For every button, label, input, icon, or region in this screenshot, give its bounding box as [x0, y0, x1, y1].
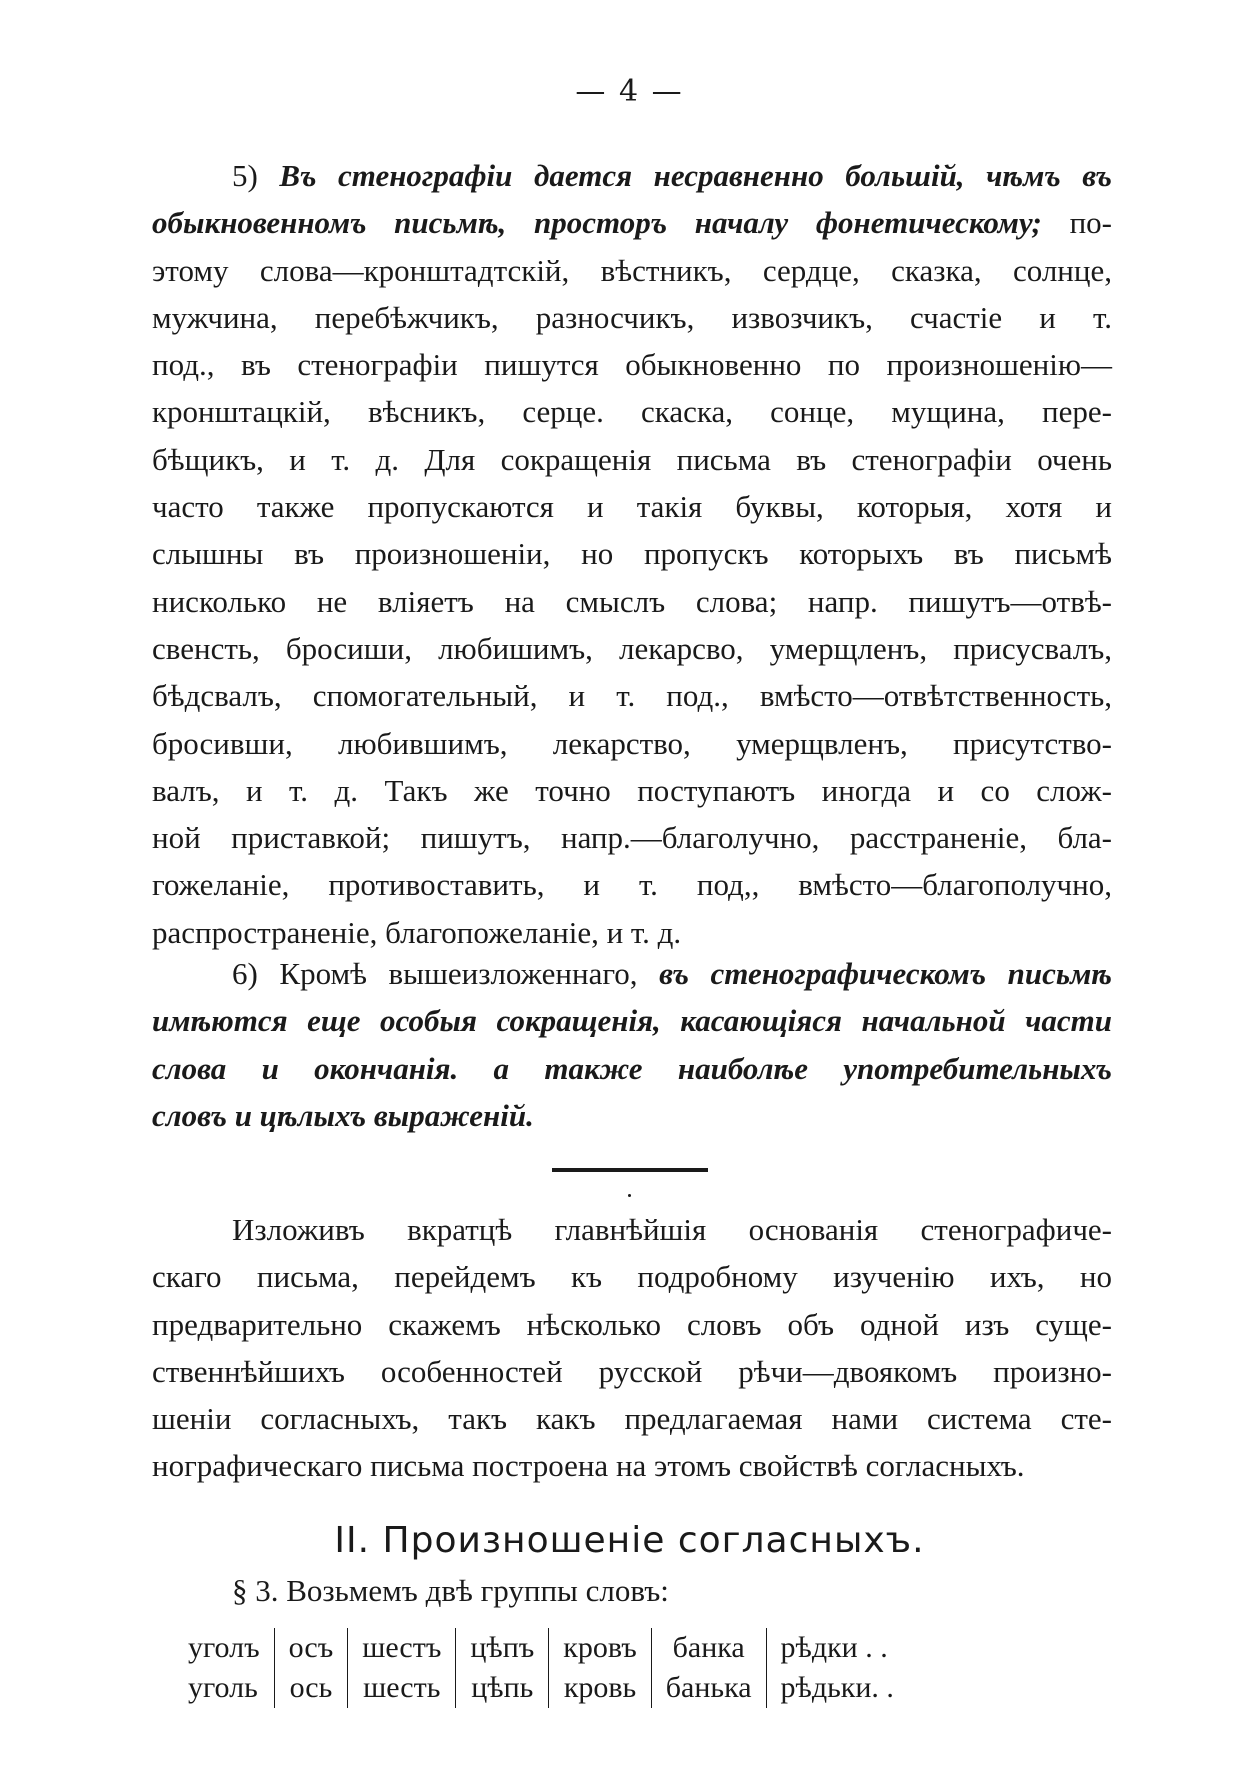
page-number: — 4 — — [575, 74, 684, 109]
text-line — [152, 530, 1112, 577]
text-line — [152, 483, 1112, 530]
text-line: Изложивъ вкратцѣ главнѣйшія основанія стенографиче- — [232, 1212, 1112, 1247]
plain-text: слышны въ произношеніи, но пропускъ которыхъ въ письмѣ — [152, 536, 1112, 572]
text-line: ственнѣйшихъ особенностей русской рѣчи—двоякомъ произно- — [152, 1353, 1112, 1389]
table-cell: осъ — [274, 1628, 348, 1668]
text-line — [152, 950, 1112, 997]
intro-paragraph — [152, 1206, 1112, 1490]
plain-text: ной приставкой; пишутъ, напр.—благолучно, расстраненіе, бла- — [152, 820, 1112, 856]
emphasis-text: слова и окончанія. а также наиболѣе употребительныхъ — [152, 1050, 1112, 1086]
table-cell: кровъ — [549, 1628, 652, 1668]
plain-text: этому слова—кронштадтскій, вѣстникъ, сердце, сказка, солнце, — [152, 252, 1112, 288]
table-cell: кровь — [549, 1668, 652, 1708]
plain-text: бѣдсвалъ, спомогательный, и т. под., вмѣсто—отвѣтственность, — [152, 678, 1112, 714]
section-title: II. Произношеніе согласныхъ. — [334, 1520, 925, 1561]
table-cell: уголъ — [188, 1631, 260, 1664]
text-line — [152, 1092, 1112, 1139]
plain-text: гожеланіе, противоставить, и т. под,, вмѣсто—благополучно, — [152, 867, 1112, 903]
divider-dot — [628, 1194, 631, 1197]
plain-text: распространеніе, благопожеланіе, и т. д. — [152, 914, 682, 950]
plain-text: 5) — [232, 158, 280, 193]
plain-text: по- — [1041, 205, 1112, 241]
plain-text: бросивши, любившимъ, лекарство, умерщвленъ, присутство- — [152, 725, 1112, 761]
word-pairs-table — [178, 1628, 908, 1708]
table-cell: уголь — [188, 1671, 258, 1704]
text-line — [152, 436, 1112, 483]
table-cell: цѣпъ — [456, 1628, 549, 1668]
paragraph-5 — [152, 152, 1112, 956]
text-line — [152, 909, 1112, 956]
text-line — [152, 767, 1112, 814]
text-line — [152, 720, 1112, 767]
table-cell: ось — [274, 1668, 348, 1708]
table-cell: шесть — [348, 1668, 456, 1708]
emphasis-text: обыкновенномъ письмѣ, просторъ началу фонетическому; — [152, 205, 1042, 241]
text-line — [152, 247, 1112, 294]
plain-text: бѣщикъ, и т. д. Для сокращенія письма въ стенографіи очень — [152, 441, 1112, 477]
plain-text: 6) Кромѣ вышеизложеннаго, — [232, 956, 660, 991]
text-line — [152, 199, 1112, 246]
text-line — [152, 294, 1112, 341]
table-row — [178, 1668, 908, 1708]
text-line — [152, 341, 1112, 388]
table-cell: цѣпь — [456, 1668, 549, 1708]
paragraph-6 — [152, 950, 1112, 1139]
plain-text: часто также пропускаются и такія буквы, которыя, хотя и — [152, 489, 1112, 525]
emphasis-text: въ стенографическомъ письмѣ — [659, 956, 1112, 991]
text-line — [152, 578, 1112, 625]
plain-text: кронштацкій, вѣсникъ, серце. скаска, сонце, мущина, пере- — [152, 394, 1112, 430]
emphasis-text: имѣются еще особыя сокращенія, касающіяся начальной части — [152, 1003, 1112, 1039]
table-cell: рѣдьки. . — [766, 1668, 908, 1708]
plain-text: под., въ стенографіи пишутся обыкновенно по произношенію— — [152, 347, 1112, 383]
text-line: скаго письма, перейдемъ къ подробному изученію ихъ, но — [152, 1259, 1112, 1295]
table-cell: банька — [651, 1668, 766, 1708]
paragraph-3-heading: § 3. Возьмемъ двѣ группы словъ: — [232, 1573, 669, 1608]
plain-text: валъ, и т. д. Такъ же точно поступаютъ иногда и со слож- — [152, 772, 1112, 808]
plain-text: свенсть, бросиши, любишимъ, лекарсво, умерщленъ, присусвалъ, — [152, 630, 1112, 666]
text-line — [152, 152, 1112, 199]
text-line: предварительно скажемъ нѣсколько словъ объ одной изъ суще- — [152, 1306, 1112, 1342]
table-cell: шестъ — [348, 1628, 456, 1668]
table-cell: рѣдки . . — [766, 1628, 908, 1668]
table-row — [178, 1628, 908, 1668]
emphasis-text: Въ стенографіи дается несравненно большій, чѣмъ въ — [279, 158, 1112, 193]
plain-text: нисколько не вліяетъ на смыслъ слова; напр. пишутъ—отвѣ- — [152, 583, 1112, 619]
text-line — [152, 997, 1112, 1044]
table-cell: банка — [651, 1628, 766, 1668]
text-line: нографическаго письма построена на этомъ свойствѣ согласныхъ. — [152, 1448, 1025, 1484]
text-line — [152, 814, 1112, 861]
text-line — [152, 861, 1112, 908]
text-line: шеніи согласныхъ, такъ какъ предлагаемая нами система сте- — [152, 1401, 1112, 1437]
emphasis-text: словъ и цѣлыхъ выраженій. — [152, 1097, 534, 1133]
text-line — [152, 672, 1112, 719]
plain-text: мужчина, перебѣжчикъ, разносчикъ, извозчикъ, счастіе и т. — [152, 299, 1112, 335]
text-line — [152, 388, 1112, 435]
text-line — [152, 1045, 1112, 1092]
section-divider-rule — [552, 1168, 708, 1172]
text-line — [152, 625, 1112, 672]
